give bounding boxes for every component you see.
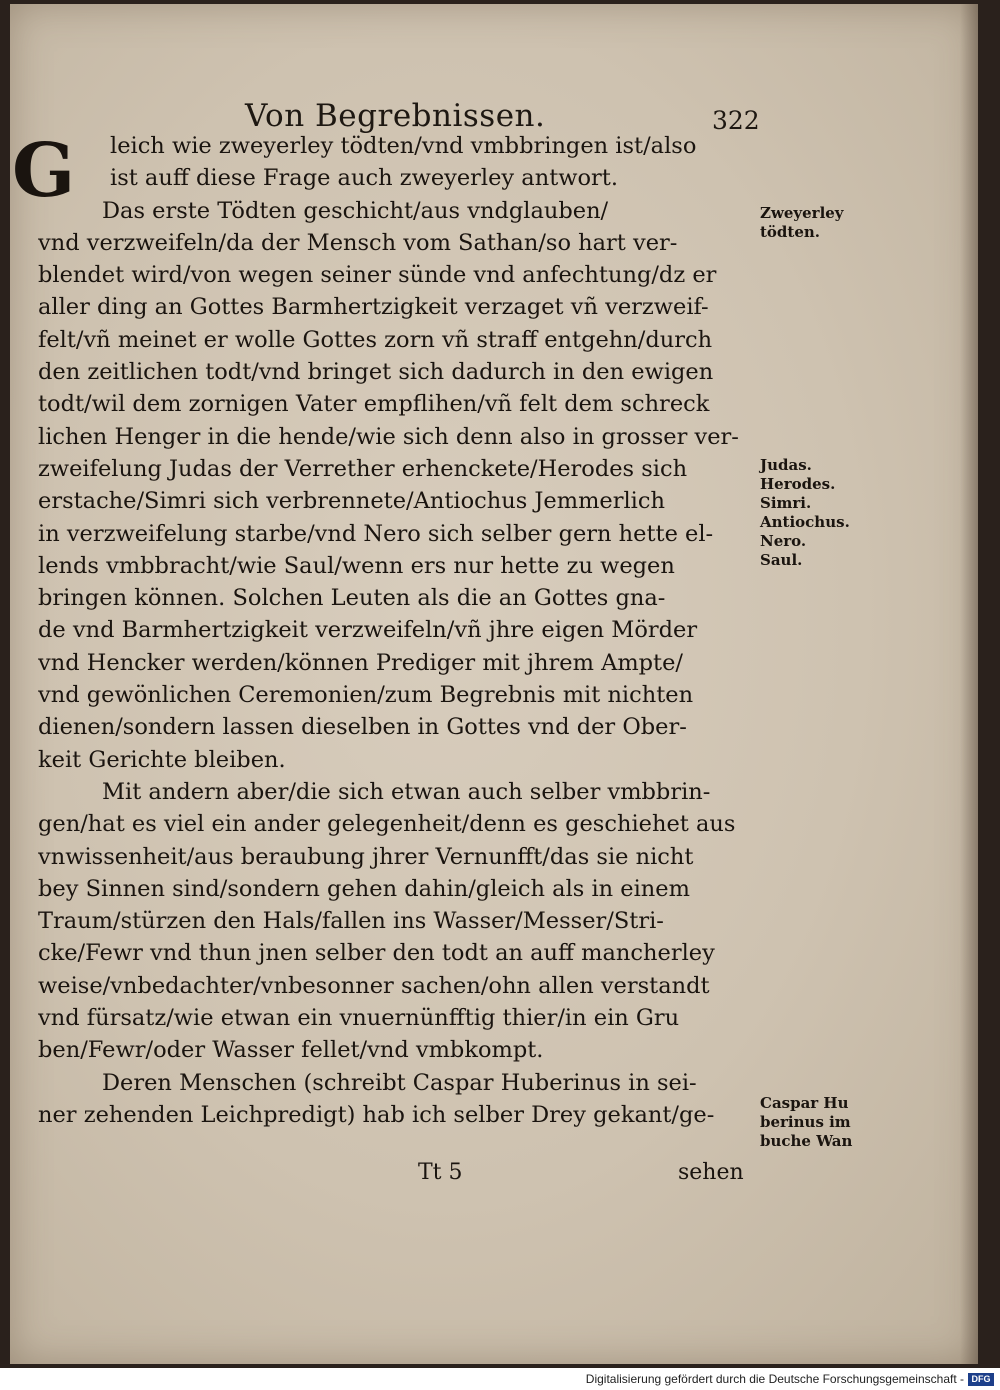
marginal-note bbox=[760, 456, 900, 570]
text-line: dienen/sondern lassen dieselben in Gottes vnd der Ober- bbox=[38, 714, 687, 741]
marginal-note-line: Simri. bbox=[760, 494, 812, 512]
footer-bar bbox=[0, 1370, 1000, 1390]
text-line: vnwissenheit/aus beraubung jhrer Vernunfft/das sie nicht bbox=[38, 843, 694, 870]
text-line: den zeitlichen todt/vnd bringet sich dadurch in den ewigen bbox=[38, 359, 714, 386]
page-footer-row bbox=[38, 1160, 760, 1194]
text-line: aller ding an Gottes Barmhertzigkeit verzaget vñ verzweif- bbox=[38, 294, 709, 321]
signature-mark: Tt 5 bbox=[418, 1160, 463, 1185]
text-line: ist auff diese Frage auch zweyerley antwort. bbox=[110, 165, 618, 192]
page-edge-shadow bbox=[960, 4, 978, 1364]
marginal-note-line: buche Wan bbox=[760, 1132, 853, 1150]
text-line: in verzweifelung starbe/vnd Nero sich selber gern hette el- bbox=[38, 520, 714, 547]
text-line: vnd fürsatz/wie etwan ein vnuernünfftig thier/in ein Gru bbox=[38, 1005, 680, 1032]
marginal-note-line: Nero. bbox=[760, 532, 807, 550]
text-line: weise/vnbedachter/vnbesonner sachen/ohn allen verstandt bbox=[38, 972, 710, 999]
text-line: lichen Henger in die hende/wie sich denn also in grosser ver- bbox=[38, 423, 739, 450]
text-line: zweifelung Judas der Verrether erhenckete/Herodes sich bbox=[38, 455, 688, 482]
funding-credit: Digitalisierung gefördert durch die Deutsche Forschungsgemeinschaft - bbox=[585, 1372, 964, 1386]
text-line: gen/hat es viel ein ander gelegenheit/denn es geschiehet aus bbox=[38, 811, 736, 838]
text-line: leich wie zweyerley tödten/vnd vmbbringen ist/also bbox=[110, 133, 697, 159]
text-line: de vnd Barmhertzigkeit verzweifeln/vñ jhre eigen Mörder bbox=[38, 617, 698, 644]
text-line: vnd Hencker werden/können Prediger mit jhrem Ampte/ bbox=[38, 649, 683, 676]
text-line: Mit andern aber/die sich etwan auch selber vmbbrin- bbox=[102, 778, 711, 805]
text-line: Das erste Tödten geschicht/aus vndglauben/ bbox=[102, 197, 609, 224]
text-line: Traum/stürzen den Hals/fallen ins Wasser/Messer/Stri- bbox=[38, 908, 664, 935]
marginal-note-line: Caspar Hu bbox=[760, 1094, 849, 1112]
catchword: sehen bbox=[678, 1160, 744, 1185]
text-line: Deren Menschen (schreibt Caspar Huberinus in sei- bbox=[102, 1069, 697, 1096]
marginal-note-line: Saul. bbox=[760, 551, 803, 569]
body-text bbox=[38, 130, 760, 1131]
page-number: 322 bbox=[712, 106, 760, 135]
text-line: ben/Fewr/oder Wasser fellet/vnd vmbkompt. bbox=[38, 1037, 544, 1064]
marginal-note-line: berinus im bbox=[760, 1113, 851, 1131]
text-line: vnd verzweifeln/da der Mensch vom Sathan/so hart ver- bbox=[38, 229, 678, 256]
text-line: vnd gewönlichen Ceremonien/zum Begrebnis mit nichten bbox=[38, 682, 694, 709]
marginal-note-line: tödten. bbox=[760, 223, 821, 241]
text-line: lends vmbbracht/wie Saul/wenn ers nur hette zu wegen bbox=[38, 552, 675, 579]
marginal-note-line: Zweyerley bbox=[760, 204, 844, 222]
text-line: cke/Fewr vnd thun jnen selber den todt an auff mancherley bbox=[38, 940, 715, 967]
text-line: felt/vñ meinet er wolle Gottes zorn vñ straff entgehn/durch bbox=[38, 326, 713, 353]
text-line: blendet wird/von wegen seiner sünde vnd anfechtung/dz er bbox=[38, 262, 717, 289]
text-line: todt/wil dem zornigen Vater empflihen/vñ felt dem schreck bbox=[38, 391, 710, 418]
marginal-note bbox=[760, 1094, 900, 1151]
marginal-note bbox=[760, 204, 900, 242]
marginal-note-line: Herodes. bbox=[760, 475, 836, 493]
marginal-note-line: Antiochus. bbox=[760, 513, 850, 531]
running-head: Von Begrebnissen. bbox=[245, 98, 546, 134]
text-line: ner zehenden Leichpredigt) hab ich selber Drey gekant/ge- bbox=[38, 1101, 715, 1128]
marginal-note-line: Judas. bbox=[760, 456, 812, 474]
text-line: erstache/Simri sich verbrennete/Antiochus Jemmerlich bbox=[38, 488, 665, 515]
text-line: bringen können. Solchen Leuten als die an Gottes gna- bbox=[38, 585, 666, 612]
text-line: keit Gerichte bleiben. bbox=[38, 746, 286, 773]
dfg-logo: DFG bbox=[968, 1373, 994, 1386]
decorated-initial: G bbox=[12, 128, 76, 214]
text-line: bey Sinnen sind/sondern gehen dahin/gleich als in einem bbox=[38, 875, 690, 902]
